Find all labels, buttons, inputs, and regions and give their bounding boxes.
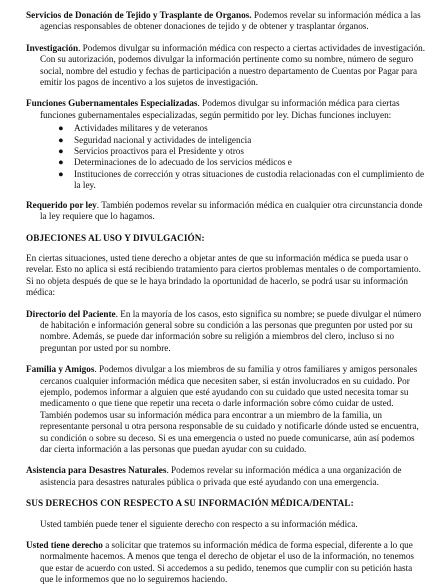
disaster-relief-paragraph: [26, 465, 427, 488]
research-text: . Podemos divulgar su información médica con respecto a ciertas actividades de investigación. Con su autorización, podemos divulgar la información pertinente como su nombre, número de seguro social, nombre del estudio y fechas de participación a nuestro departamento de Cuentas por Pagar para emitir los pagos de incentivo a los sujetos de investigación.: [40, 42, 426, 88]
list-item: ● Determinaciones de lo adecuado de los servicios médicos e: [58, 157, 292, 168]
bullet-icon: ●: [58, 157, 64, 168]
list-item: ● Servicios proactivos para el Presidente y otros: [58, 146, 244, 157]
government-paragraph: [26, 98, 427, 121]
required-by-law-paragraph: [26, 200, 427, 223]
bullet-icon: ●: [58, 168, 64, 179]
organ-donation-title: Servicios de Donación de Tejido y Trasplante de Organos.: [26, 10, 252, 20]
required-by-law-title: Requerido por ley: [26, 199, 97, 210]
family-friends-paragraph: [26, 364, 427, 455]
right-request-title: Usted tiene derecho: [26, 540, 103, 551]
bullet-icon: ●: [58, 134, 64, 145]
patient-directory-paragraph: [26, 309, 427, 355]
family-friends-title: Familia y Amigos: [26, 364, 95, 375]
research-paragraph: [26, 43, 427, 89]
objections-intro: En ciertas situaciones, usted tiene derecho a objetar antes de que su información médica se pueda usar o revelar. Esto no aplica si está recibiendo tratamiento para ciertos problemas mentales o de comportamiento. Si no objeta después de que se le haya brindado la oportunidad de hacerlo, se podrá usar su información médica:: [26, 252, 421, 298]
list-item: ● Instituciones de corrección y otras situaciones de custodia relacionadas con el cumplimiento de la ley.: [58, 168, 425, 191]
disaster-relief-title: Asistencia para Desastres Naturales: [26, 465, 167, 476]
required-by-law-text: . También podemos revelar su información médica en cualquier otra circunstancia donde la ley requiere que lo hagamos.: [40, 199, 423, 222]
government-text: . Podemos divulgar su información médica para ciertas funciones gubernamentales especializadas, según permitido por ley. Dichas funciones incluyen:: [40, 98, 400, 120]
rights-intro: Usted también puede tener el siguiente derecho con respecto a su información médica.: [40, 518, 358, 529]
family-friends-text: . Podemos divulgar a los miembros de su familia y otros familiares y amigos personales cercanos cualquier información médica que necesiten saber, si están involucrados en su cuidado. Por ejemplo, podemos informar a alguien que esté ayudando con su cuidado que usted necesita tomar su medicamento o que tiene que repetir una receta o darle información sobre cómo cuidar de usted. También podemos usar su información médica para encontrar a un miembro de la familia, un representante personal u otra persona responsable de su cuidado y notificarle dónde usted se encuentra, su condición o sobre su deceso. Si es una emergencia o usted no puede comunicarse, aún así podemos dar cierta información a las personas que puedan ayudar con su cuidado.: [40, 364, 419, 454]
list-item: ● Seguridad nacional y actividades de inteligencia: [58, 134, 252, 145]
right-request-paragraph: [26, 540, 427, 586]
objections-heading: OBJECIONES AL USO Y DIVULGACIÓN:: [26, 232, 205, 243]
rights-heading: SUS DERECHOS CON RESPECTO A SU INFORMACIÓN MÉDICA/DENTAL:: [26, 498, 354, 509]
bullet-icon: ●: [58, 146, 64, 157]
patient-directory-text: . En la mayoría de los casos, esto significa su nombre; se puede divulgar el número de habitación e información general sobre su condición a las personas que pregunten por usted por su nombre. Además, se puede dar información sobre su religión a miembros del clero, incluso si no preguntan por usted por su nombre.: [40, 308, 422, 353]
government-functions-list: [26, 123, 427, 191]
patient-directory-title: Directorio del Paciente: [26, 308, 116, 319]
government-title: Funciones Gubernamentales Especializadas: [26, 98, 198, 109]
right-request-text: a solicitar que tratemos su información médica de forma especial, diferente a lo que normalmente hacemos. A menos que tenga el derecho de objetar el uso de la información, no tenemos que estar de acuerdo con usted. Si accedemos a su pedido, tenemos que cumplir con su petición hasta que le informemos que no lo seguiremos haciendo.: [40, 540, 415, 585]
organ-donation-text: Podemos revelar su información médica a las agencias responsables de obtener donaciones de tejido y de obtener y trasplantar órganos.: [40, 10, 421, 32]
bullet-icon: ●: [58, 123, 64, 134]
organ-donation-paragraph: [26, 10, 427, 33]
research-title: Investigación: [26, 42, 79, 53]
disaster-relief-text: . Podemos revelar su información médica a una organización de asistencia para desastres naturales pública o privada que esté ayudando con una emergencia.: [40, 465, 402, 487]
list-item: ● Actividades militares y de veteranos: [58, 123, 208, 134]
